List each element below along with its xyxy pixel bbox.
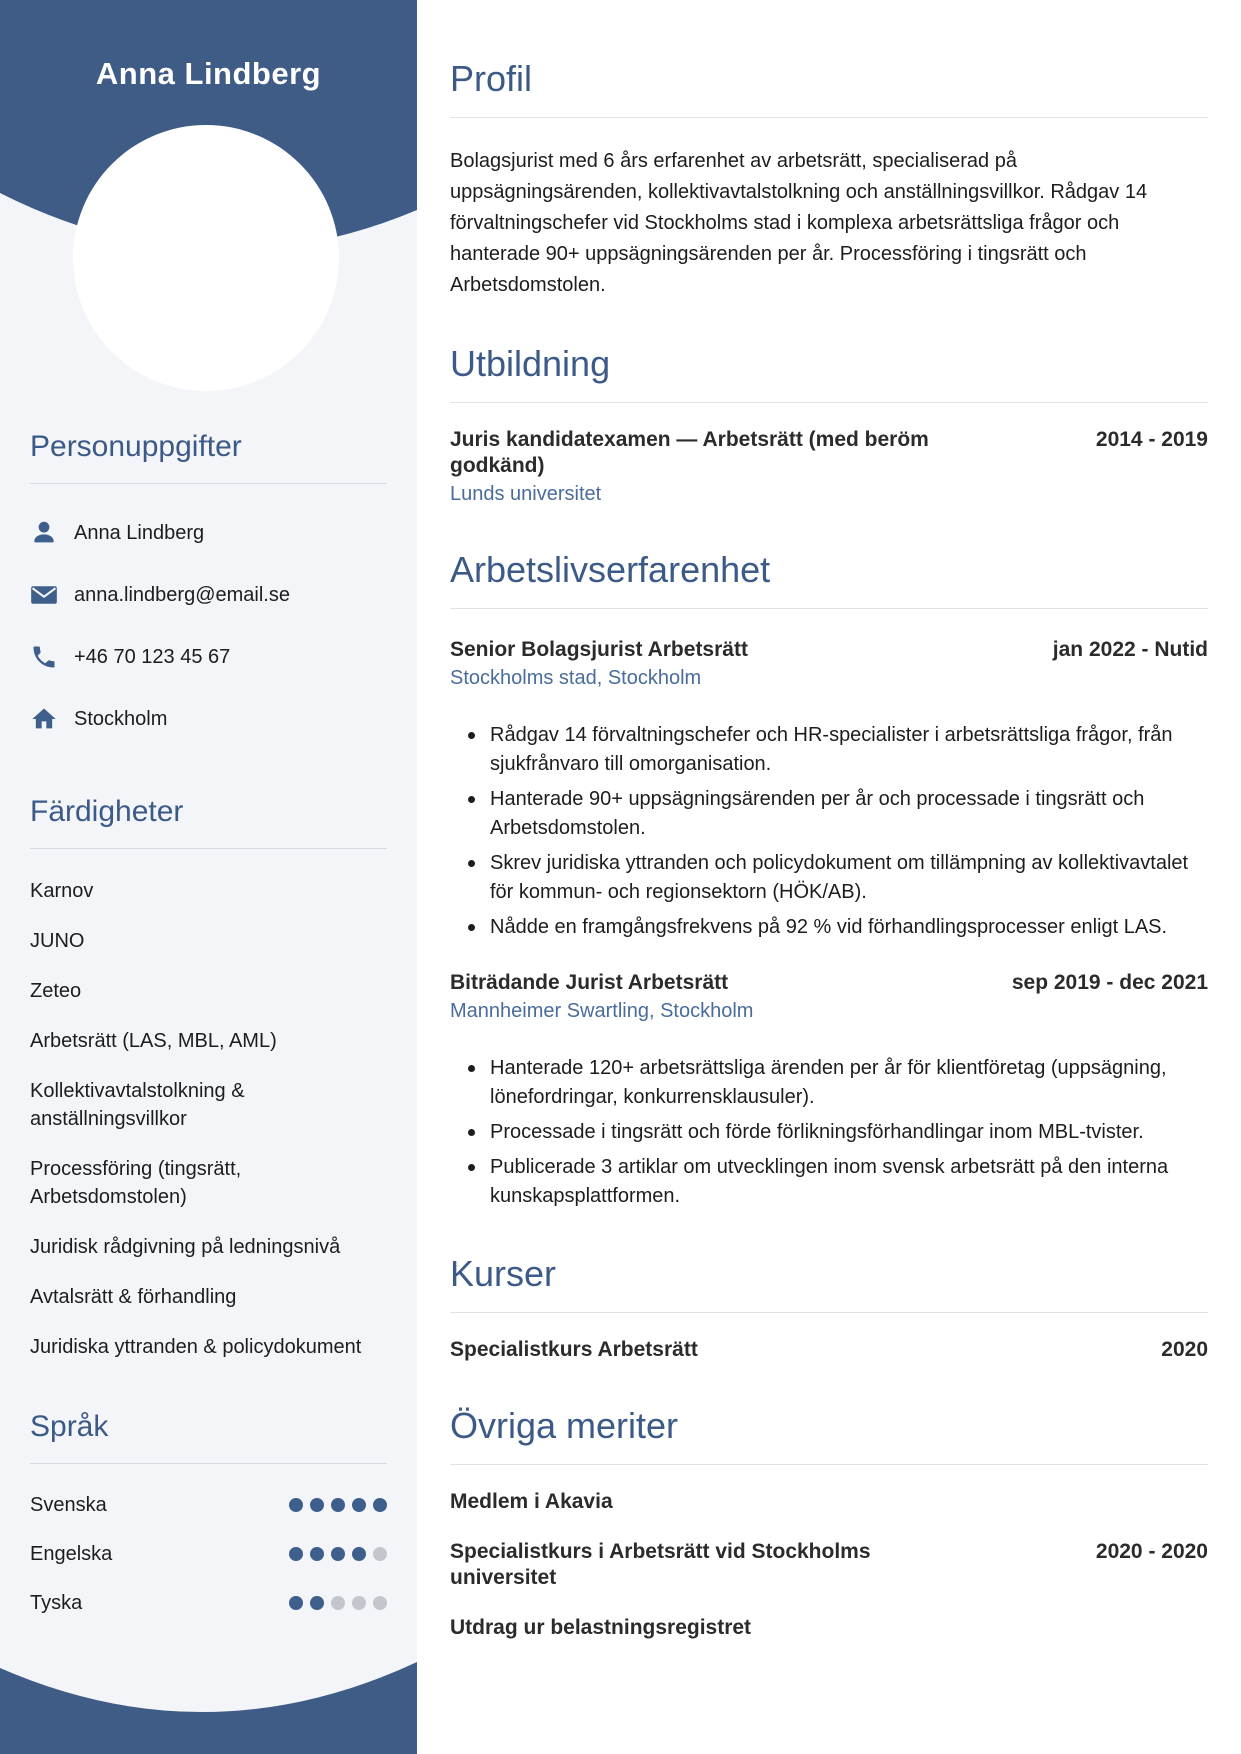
job-period: sep 2019 - dec 2021 bbox=[1011, 971, 1208, 994]
job-company: Stockholms stad, Stockholm bbox=[450, 667, 702, 689]
job-title: Senior Bolagsjurist Arbetsrätt bbox=[450, 638, 748, 661]
profile-text: Bolagsjurist med 6 års erfarenhet av arbetsrätt, specialiserad på uppsägningsärenden, kollektivavtalstolkning och anställningsvillkor. Rådgav 14 förvaltningschefer vid Stockholms stad i komplexa arbetsrättsliga frågor och hanterade 90+ uppsägningsärenden per år. Processföring i tingsrätt och Arbetsdomstolen. bbox=[450, 150, 1148, 296]
skill-item: Arbetsrätt (LAS, MBL, AML) bbox=[30, 1030, 277, 1052]
skill-item: Processföring (tingsrätt, Arbetsdomstolen) bbox=[30, 1158, 242, 1208]
level-dot-filled bbox=[310, 1498, 324, 1512]
entry-title: Juris kandidatexamen — Arbetsrätt (med beröm godkänd) bbox=[450, 428, 929, 477]
candidate-name: Anna Lindberg bbox=[95, 56, 322, 91]
languages-heading: Språk bbox=[30, 1410, 109, 1443]
skill-item: Juridisk rådgivning på ledningsnivå bbox=[30, 1236, 341, 1258]
level-dot-empty bbox=[331, 1596, 345, 1610]
language-row bbox=[30, 1539, 387, 1569]
education-section bbox=[450, 341, 1208, 507]
skill-item: Kollektivavtalstolkning & anställningsvillkor bbox=[30, 1080, 245, 1130]
job-bullet: Skrev juridiska yttranden och policydokument om tillämpning av kollektivavtalet för kommun- och regionsektorn (HÖK/AB). bbox=[490, 849, 1208, 907]
level-dot-filled bbox=[352, 1547, 366, 1561]
level-dot-filled bbox=[310, 1596, 324, 1610]
entry-period: 2014 - 2019 bbox=[1095, 428, 1208, 451]
other-merits-heading: Övriga meriter bbox=[450, 1405, 679, 1446]
entry bbox=[450, 1489, 1208, 1515]
contact-item bbox=[30, 702, 387, 736]
contact-text: Stockholm bbox=[74, 707, 168, 730]
job-bullet: Publicerade 3 artiklar om utvecklingen inom svensk arbetsrätt på den interna kunskapsplattformen. bbox=[490, 1153, 1208, 1211]
sidebar bbox=[0, 0, 417, 1754]
language-name: Tyska bbox=[30, 1591, 83, 1614]
contact-list bbox=[30, 516, 387, 736]
language-row bbox=[30, 1588, 387, 1618]
languages-section bbox=[30, 1409, 387, 1618]
level-dot-filled bbox=[352, 1498, 366, 1512]
entry-title: Medlem i Akavia bbox=[450, 1490, 613, 1513]
skill-item: Karnov bbox=[30, 880, 94, 902]
level-dot-filled bbox=[289, 1498, 303, 1512]
level-dot-empty bbox=[373, 1596, 387, 1610]
level-dot-filled bbox=[289, 1596, 303, 1610]
skills-list bbox=[30, 877, 387, 1361]
entry-period: 2020 bbox=[1161, 1338, 1208, 1361]
divider bbox=[30, 1463, 387, 1464]
divider bbox=[450, 1312, 1208, 1313]
entry-head bbox=[450, 637, 1208, 663]
job-title: Biträdande Jurist Arbetsrätt bbox=[450, 971, 729, 994]
entry-subtitle: Lunds universitet bbox=[450, 483, 602, 505]
other-merits-list bbox=[450, 1489, 1208, 1641]
job-bullet: Hanterade 120+ arbetsrättsliga ärenden per år för klientföretag (uppsägning, lönefordringar, konkurrensklausuler). bbox=[490, 1054, 1208, 1112]
level-dot-filled bbox=[289, 1547, 303, 1561]
divider bbox=[450, 608, 1208, 609]
job-entry bbox=[450, 637, 1208, 942]
courses-heading: Kurser bbox=[450, 1253, 557, 1294]
level-dot-filled bbox=[331, 1547, 345, 1561]
skills-section bbox=[30, 794, 387, 1361]
entry-head bbox=[450, 1539, 1208, 1591]
contact-item bbox=[30, 578, 387, 612]
language-name: Engelska bbox=[30, 1542, 113, 1565]
entry bbox=[450, 1539, 1208, 1591]
job-bullets bbox=[450, 721, 1208, 942]
courses-section bbox=[450, 1251, 1208, 1363]
entry-head bbox=[450, 427, 1208, 479]
entry-title: Specialistkurs Arbetsrätt bbox=[450, 1338, 698, 1361]
footer-curve bbox=[0, 1634, 417, 1754]
skill-item: JUNO bbox=[30, 930, 85, 952]
experience-section bbox=[450, 547, 1208, 1211]
skill-item: Zeteo bbox=[30, 980, 82, 1002]
language-level-dots bbox=[289, 1547, 387, 1561]
skill-item: Juridiska yttranden & policydokument bbox=[30, 1336, 362, 1358]
entry bbox=[450, 427, 1208, 507]
divider bbox=[450, 1464, 1208, 1465]
language-level-dots bbox=[289, 1596, 387, 1610]
divider bbox=[450, 402, 1208, 403]
contact-text: anna.lindberg@email.se bbox=[74, 583, 290, 606]
language-row bbox=[30, 1490, 387, 1520]
mail-icon bbox=[30, 581, 58, 609]
education-heading: Utbildning bbox=[450, 343, 611, 384]
entry-period: 2020 - 2020 bbox=[1095, 1540, 1208, 1563]
divider bbox=[30, 848, 387, 849]
personal-details-section bbox=[30, 429, 387, 736]
job-bullet: Hanterade 90+ uppsägningsärenden per år och processade i tingsrätt och Arbetsdomstolen. bbox=[490, 785, 1208, 843]
languages-list bbox=[30, 1490, 387, 1618]
level-dot-filled bbox=[310, 1547, 324, 1561]
personal-details-heading: Personuppgifter bbox=[30, 430, 242, 463]
education-list bbox=[450, 427, 1208, 507]
entry-title: Utdrag ur belastningsregistret bbox=[450, 1616, 752, 1639]
profile-photo-placeholder bbox=[73, 125, 339, 391]
entry-head bbox=[450, 1337, 1208, 1363]
level-dot-empty bbox=[352, 1596, 366, 1610]
other-merits-section bbox=[450, 1403, 1208, 1641]
jobs-list bbox=[450, 637, 1208, 1211]
job-bullet: Processade i tingsrätt och förde förlikningsförhandlingar inom MBL-tvister. bbox=[490, 1118, 1208, 1147]
job-period: jan 2022 - Nutid bbox=[1052, 638, 1208, 661]
job-entry bbox=[450, 970, 1208, 1211]
entry-title: Specialistkurs i Arbetsrätt vid Stockholms universitet bbox=[450, 1540, 871, 1589]
experience-heading: Arbetslivserfarenhet bbox=[450, 549, 771, 590]
entry-head bbox=[450, 970, 1208, 996]
skill-item: Avtalsrätt & förhandling bbox=[30, 1286, 237, 1308]
main-column bbox=[417, 0, 1241, 1641]
courses-list bbox=[450, 1337, 1208, 1363]
profile-heading: Profil bbox=[450, 58, 533, 99]
skills-heading: Färdigheter bbox=[30, 795, 184, 828]
job-bullet: Nådde en framgångsfrekvens på 92 % vid förhandlingsprocesser enligt LAS. bbox=[490, 913, 1208, 942]
profile-section bbox=[450, 56, 1208, 301]
level-dot-filled bbox=[331, 1498, 345, 1512]
level-dot-empty bbox=[373, 1547, 387, 1561]
job-bullets bbox=[450, 1054, 1208, 1211]
entry bbox=[450, 1615, 1208, 1641]
person-icon bbox=[30, 519, 58, 547]
home-icon bbox=[30, 705, 58, 733]
job-company: Mannheimer Swartling, Stockholm bbox=[450, 1000, 754, 1022]
entry bbox=[450, 1337, 1208, 1363]
language-level-dots bbox=[289, 1498, 387, 1512]
job-bullet: Rådgav 14 förvaltningschefer och HR-specialister i arbetsrättsliga frågor, från sjukfrånvaro till omorganisation. bbox=[490, 721, 1208, 779]
divider bbox=[30, 483, 387, 484]
contact-item bbox=[30, 516, 387, 550]
contact-text: Anna Lindberg bbox=[74, 521, 205, 544]
level-dot-filled bbox=[373, 1498, 387, 1512]
entry-head bbox=[450, 1615, 1208, 1641]
contact-text: +46 70 123 45 67 bbox=[74, 645, 231, 668]
contact-item bbox=[30, 640, 387, 674]
phone-icon bbox=[30, 643, 58, 671]
entry-head bbox=[450, 1489, 1208, 1515]
divider bbox=[450, 117, 1208, 118]
language-name: Svenska bbox=[30, 1493, 107, 1516]
